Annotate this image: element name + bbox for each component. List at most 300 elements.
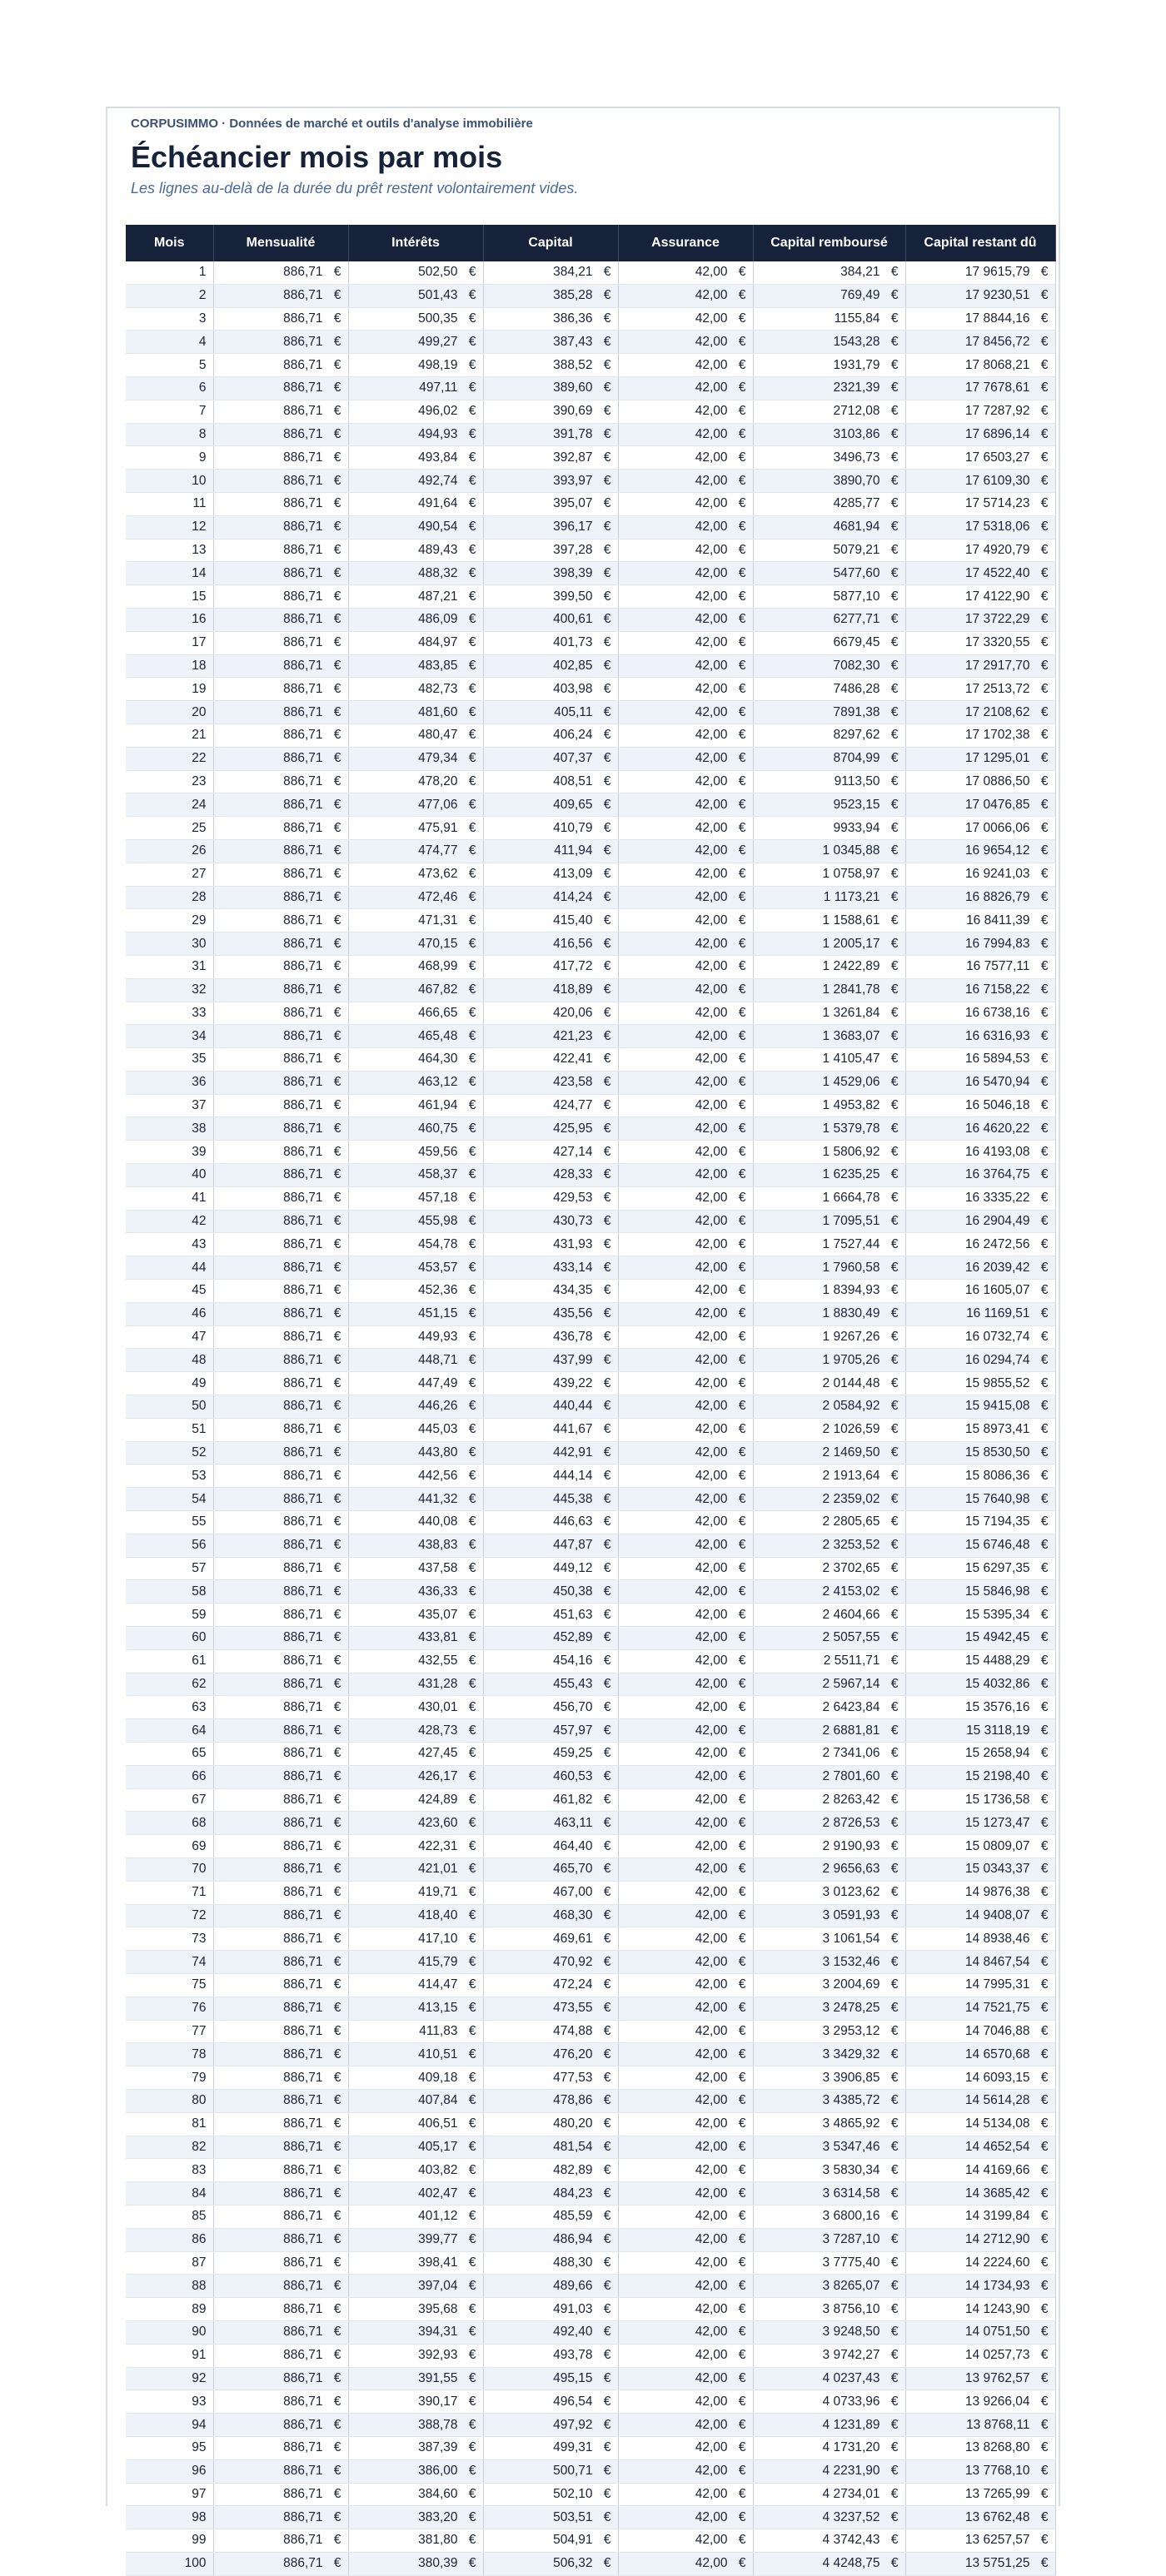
cell-capital xyxy=(483,1280,618,1303)
cell-value: 886,71 xyxy=(283,2023,323,2038)
cell-interets xyxy=(348,1418,483,1441)
cell-mois xyxy=(126,2390,213,2414)
currency-symbol: € xyxy=(890,867,899,882)
cell-value: 431,28 xyxy=(418,1677,458,1691)
cell-value: 886,71 xyxy=(283,1422,323,1437)
currency-symbol: € xyxy=(603,1330,611,1345)
currency-symbol: € xyxy=(333,2116,341,2131)
currency-symbol: € xyxy=(890,1954,899,1969)
currency-symbol: € xyxy=(468,2278,476,2293)
currency-symbol: € xyxy=(890,704,899,719)
cell-value: 446,63 xyxy=(553,1514,593,1529)
currency-symbol: € xyxy=(890,1468,899,1483)
currency-symbol: € xyxy=(1040,1491,1049,1506)
cell-value: 64 xyxy=(192,1723,207,1738)
currency-symbol: € xyxy=(738,1167,746,1182)
cell-value: 17 6896,14 xyxy=(964,426,1030,441)
cell-capital xyxy=(483,284,618,307)
cell-value: 414,24 xyxy=(553,889,593,904)
cell-interets xyxy=(348,1696,483,1719)
cell-value: 17 0066,06 xyxy=(964,820,1030,835)
currency-symbol: € xyxy=(1040,2440,1049,2455)
cell-mois xyxy=(126,1094,213,1117)
currency-symbol: € xyxy=(603,2440,611,2455)
cell-value: 42,00 xyxy=(695,2417,728,2432)
currency-symbol: € xyxy=(333,2370,341,2385)
currency-symbol: € xyxy=(468,2370,476,2385)
cell-value: 42,00 xyxy=(695,1654,728,1668)
table-row xyxy=(126,631,1055,654)
cell-capital xyxy=(483,1025,618,1048)
cell-capital-restant xyxy=(905,770,1055,793)
currency-symbol: € xyxy=(603,728,611,743)
currency-symbol: € xyxy=(333,589,341,604)
currency-symbol: € xyxy=(890,2464,899,2479)
cell-capital-rembourse xyxy=(753,2159,905,2182)
cell-assurance xyxy=(618,1627,753,1650)
cell-value: 42,00 xyxy=(695,1630,728,1645)
cell-value: 886,71 xyxy=(283,1654,323,1668)
currency-symbol: € xyxy=(603,1561,611,1576)
cell-value: 42,00 xyxy=(695,589,728,604)
cell-value: 17 5714,23 xyxy=(964,496,1030,511)
cell-value: 42,00 xyxy=(695,1723,728,1738)
cell-interets xyxy=(348,1743,483,1766)
cell-capital-restant xyxy=(905,1857,1055,1881)
cell-capital-restant xyxy=(905,1812,1055,1835)
cell-value: 14 3685,42 xyxy=(964,2186,1030,2201)
currency-symbol: € xyxy=(603,820,611,835)
cell-value: 58 xyxy=(192,1584,207,1599)
cell-value: 484,97 xyxy=(418,635,458,650)
currency-symbol: € xyxy=(738,889,746,904)
cell-capital-restant xyxy=(905,1349,1055,1372)
cell-assurance xyxy=(618,1280,753,1303)
cell-capital-rembourse xyxy=(753,932,905,956)
currency-symbol: € xyxy=(890,1028,899,1043)
cell-value: 446,26 xyxy=(418,1399,458,1414)
cell-value: 886,71 xyxy=(283,1699,323,1714)
cell-mois xyxy=(126,770,213,793)
cell-interets xyxy=(348,446,483,470)
cell-capital xyxy=(483,1673,618,1696)
cell-mensualite xyxy=(213,1835,348,1858)
cell-mensualite xyxy=(213,793,348,817)
currency-symbol: € xyxy=(603,1468,611,1483)
currency-symbol: € xyxy=(890,1422,899,1437)
cell-value: 45 xyxy=(192,1283,207,1298)
table-row xyxy=(126,1835,1055,1858)
cell-capital-restant xyxy=(905,2414,1055,2437)
currency-symbol: € xyxy=(738,1607,746,1622)
currency-symbol: € xyxy=(468,311,476,326)
cell-value: 418,40 xyxy=(418,1907,458,1922)
cell-value: 95 xyxy=(192,2440,207,2455)
cell-mensualite xyxy=(213,1765,348,1788)
currency-symbol: € xyxy=(738,404,746,419)
currency-symbol: € xyxy=(1040,913,1049,927)
cell-capital-restant xyxy=(905,1673,1055,1696)
cell-capital-rembourse xyxy=(753,1465,905,1488)
currency-symbol: € xyxy=(603,612,611,627)
cell-value: 464,40 xyxy=(553,1838,593,1853)
cell-value: 391,55 xyxy=(418,2370,458,2385)
currency-symbol: € xyxy=(468,1445,476,1460)
currency-symbol: € xyxy=(603,913,611,927)
cell-capital xyxy=(483,2089,618,2112)
cell-value: 42,00 xyxy=(695,1468,728,1483)
currency-symbol: € xyxy=(890,1630,899,1645)
cell-value: 886,71 xyxy=(283,2116,323,2131)
cell-capital-restant xyxy=(905,2506,1055,2529)
cell-mois xyxy=(126,354,213,377)
cell-capital-restant xyxy=(905,515,1055,539)
cell-value: 475,91 xyxy=(418,820,458,835)
table-row xyxy=(126,400,1055,423)
cell-value: 17 8456,72 xyxy=(964,334,1030,349)
cell-capital xyxy=(483,2506,618,2529)
cell-interets xyxy=(348,1951,483,1974)
cell-mensualite xyxy=(213,724,348,747)
cell-mois xyxy=(126,817,213,840)
cell-value: 417,10 xyxy=(418,1931,458,1946)
cell-value: 3 8756,10 xyxy=(822,2301,880,2316)
cell-value: 381,80 xyxy=(418,2533,458,2548)
currency-symbol: € xyxy=(1040,1375,1049,1390)
cell-value: 66 xyxy=(192,1769,207,1784)
table-row xyxy=(126,1951,1055,1974)
cell-value: 28 xyxy=(192,889,207,904)
cell-capital-rembourse xyxy=(753,1812,905,1835)
cell-value: 42,00 xyxy=(695,265,728,280)
cell-value: 73 xyxy=(192,1931,207,1946)
cell-mois xyxy=(126,1164,213,1187)
cell-interets xyxy=(348,1511,483,1534)
currency-symbol: € xyxy=(603,1098,611,1113)
cell-assurance xyxy=(618,1048,753,1072)
cell-value: 17 9230,51 xyxy=(964,288,1030,303)
cell-value: 414,47 xyxy=(418,1977,458,1992)
currency-symbol: € xyxy=(333,1167,341,1182)
currency-symbol: € xyxy=(603,2370,611,2385)
cell-mensualite xyxy=(213,1927,348,1951)
currency-symbol: € xyxy=(333,1769,341,1784)
cell-value: 886,71 xyxy=(283,773,323,788)
cell-value: 499,31 xyxy=(553,2440,593,2455)
cell-value: 463,11 xyxy=(554,1815,593,1830)
currency-symbol: € xyxy=(333,2023,341,2038)
cell-capital xyxy=(483,376,618,400)
cell-value: 42,00 xyxy=(695,1236,728,1251)
cell-mois xyxy=(126,654,213,678)
cell-value: 42,00 xyxy=(695,2046,728,2061)
cell-capital-restant xyxy=(905,492,1055,515)
cell-value: 465,48 xyxy=(418,1028,458,1043)
cell-value: 42,00 xyxy=(695,496,728,511)
table-row xyxy=(126,470,1055,493)
cell-value: 3 0591,93 xyxy=(822,1907,880,1922)
page-title: Échéancier mois par mois xyxy=(131,140,503,174)
cell-value: 42,00 xyxy=(695,357,728,372)
cell-capital-rembourse xyxy=(753,608,905,631)
currency-symbol: € xyxy=(468,2232,476,2247)
currency-symbol: € xyxy=(738,1584,746,1599)
cell-value: 1 4953,82 xyxy=(822,1098,880,1113)
cell-capital-restant xyxy=(905,1441,1055,1465)
cell-value: 886,71 xyxy=(283,704,323,719)
cell-assurance xyxy=(618,1141,753,1164)
cell-value: 17 4920,79 xyxy=(964,542,1030,557)
cell-assurance xyxy=(618,2136,753,2159)
cell-capital-rembourse xyxy=(753,978,905,1002)
cell-value: 8 xyxy=(198,426,207,441)
currency-symbol: € xyxy=(738,681,746,696)
cell-mois xyxy=(126,1141,213,1164)
currency-symbol: € xyxy=(603,1815,611,1830)
table-row xyxy=(126,284,1055,307)
cell-assurance xyxy=(618,1488,753,1511)
currency-symbol: € xyxy=(333,2001,341,2016)
cell-value: 15 xyxy=(192,589,207,604)
cell-value: 436,78 xyxy=(553,1330,593,1345)
cell-mensualite xyxy=(213,747,348,770)
cell-value: 886,71 xyxy=(283,797,323,812)
cell-mois xyxy=(126,2436,213,2459)
cell-interets xyxy=(348,2367,483,2390)
currency-symbol: € xyxy=(1040,1746,1049,1761)
cell-value: 454,16 xyxy=(553,1654,593,1668)
table-row xyxy=(126,1649,1055,1673)
cell-value: 2 2359,02 xyxy=(822,1491,880,1506)
cell-value: 407,37 xyxy=(553,751,593,766)
cell-value: 499,27 xyxy=(418,334,458,349)
cell-assurance xyxy=(618,1857,753,1881)
currency-symbol: € xyxy=(1040,2139,1049,2154)
cell-value: 42,00 xyxy=(695,2116,728,2131)
cell-capital xyxy=(483,1302,618,1325)
currency-symbol: € xyxy=(603,2070,611,2085)
cell-value: 886,71 xyxy=(283,1561,323,1576)
cell-value: 14 9408,07 xyxy=(964,1907,1030,1922)
cell-value: 16 xyxy=(192,612,207,627)
cell-value: 501,43 xyxy=(418,288,458,303)
cell-interets xyxy=(348,1627,483,1650)
currency-symbol: € xyxy=(468,1561,476,1576)
cell-value: 42,00 xyxy=(695,2093,728,2108)
cell-value: 14 7995,31 xyxy=(964,1977,1030,1992)
cell-capital xyxy=(483,261,618,284)
cell-capital xyxy=(483,1719,618,1743)
cell-mois xyxy=(126,2298,213,2321)
cell-capital xyxy=(483,2436,618,2459)
cell-value: 434,35 xyxy=(553,1283,593,1298)
cell-value: 15 3576,16 xyxy=(964,1699,1030,1714)
cell-value: 408,51 xyxy=(553,773,593,788)
cell-capital-rembourse xyxy=(753,1604,905,1627)
cell-value: 502,10 xyxy=(553,2486,593,2501)
cell-value: 7 xyxy=(198,404,207,419)
cell-capital-restant xyxy=(905,1280,1055,1303)
cell-value: 480,47 xyxy=(418,728,458,743)
currency-symbol: € xyxy=(333,565,341,580)
cell-value: 886,71 xyxy=(283,2232,323,2247)
currency-symbol: € xyxy=(890,1191,899,1206)
currency-symbol: € xyxy=(333,2255,341,2270)
currency-symbol: € xyxy=(603,2325,611,2340)
cell-value: 436,33 xyxy=(418,1584,458,1599)
cell-capital xyxy=(483,2529,618,2553)
currency-symbol: € xyxy=(468,2348,476,2363)
currency-symbol: € xyxy=(1040,1514,1049,1529)
cell-capital-restant xyxy=(905,955,1055,978)
currency-symbol: € xyxy=(738,2417,746,2432)
cell-interets xyxy=(348,1025,483,1048)
cell-mois xyxy=(126,955,213,978)
currency-symbol: € xyxy=(603,334,611,349)
currency-symbol: € xyxy=(333,1630,341,1645)
cell-value: 42,00 xyxy=(695,1191,728,1206)
cell-interets xyxy=(348,1372,483,1395)
cell-capital-rembourse xyxy=(753,284,905,307)
cell-value: 88 xyxy=(192,2278,207,2293)
cell-value: 7891,38 xyxy=(833,704,880,719)
currency-symbol: € xyxy=(890,1769,899,1784)
currency-symbol: € xyxy=(333,450,341,465)
table-row xyxy=(126,701,1055,724)
cell-mois xyxy=(126,2459,213,2483)
cell-interets xyxy=(348,1302,483,1325)
currency-symbol: € xyxy=(890,1399,899,1414)
cell-value: 442,91 xyxy=(553,1445,593,1460)
cell-capital-restant xyxy=(905,2459,1055,2483)
cell-capital xyxy=(483,2414,618,2437)
cell-value: 5477,60 xyxy=(833,565,880,580)
cell-value: 886,71 xyxy=(283,473,323,488)
currency-symbol: € xyxy=(738,288,746,303)
cell-value: 452,89 xyxy=(553,1630,593,1645)
cell-capital-restant xyxy=(905,932,1055,956)
cell-value: 32 xyxy=(192,982,207,997)
cell-mensualite xyxy=(213,2182,348,2206)
currency-symbol: € xyxy=(603,1422,611,1437)
cell-value: 42,00 xyxy=(695,1838,728,1853)
currency-symbol: € xyxy=(1040,2001,1049,2016)
currency-symbol: € xyxy=(468,1792,476,1807)
cell-mois xyxy=(126,1973,213,1997)
cell-capital-rembourse xyxy=(753,2182,905,2206)
cell-assurance xyxy=(618,1395,753,1419)
cell-value: 886,71 xyxy=(283,1769,323,1784)
cell-capital xyxy=(483,1465,618,1488)
cell-assurance xyxy=(618,2112,753,2136)
currency-symbol: € xyxy=(890,889,899,904)
cell-interets xyxy=(348,2275,483,2298)
cell-value: 60 xyxy=(192,1630,207,1645)
currency-symbol: € xyxy=(333,2186,341,2201)
cell-mensualite xyxy=(213,2414,348,2437)
currency-symbol: € xyxy=(468,1769,476,1784)
cell-capital-restant xyxy=(905,747,1055,770)
cell-value: 5877,10 xyxy=(833,589,880,604)
cell-mensualite xyxy=(213,1696,348,1719)
cell-value: 478,20 xyxy=(418,773,458,788)
cell-mensualite xyxy=(213,955,348,978)
currency-symbol: € xyxy=(738,1885,746,1900)
cell-value: 481,60 xyxy=(418,704,458,719)
cell-value: 451,63 xyxy=(553,1607,593,1622)
cell-mois xyxy=(126,400,213,423)
cell-value: 390,17 xyxy=(418,2394,458,2409)
cell-value: 4 4248,75 xyxy=(822,2556,880,2571)
cell-value: 392,93 xyxy=(418,2348,458,2363)
cell-capital-rembourse xyxy=(753,539,905,562)
cell-value: 497,92 xyxy=(553,2417,593,2432)
cell-mensualite xyxy=(213,492,348,515)
cell-capital xyxy=(483,863,618,886)
cell-value: 387,39 xyxy=(418,2440,458,2455)
cell-capital xyxy=(483,2390,618,2414)
cell-value: 3 2478,25 xyxy=(822,2001,880,2016)
cell-interets xyxy=(348,631,483,654)
cell-value: 16 4193,08 xyxy=(964,1144,1030,1159)
cell-value: 471,31 xyxy=(418,913,458,927)
cell-value: 399,50 xyxy=(553,589,593,604)
cell-capital-rembourse xyxy=(753,1881,905,1904)
currency-symbol: € xyxy=(738,1561,746,1576)
currency-symbol: € xyxy=(738,496,746,511)
cell-capital-rembourse xyxy=(753,1627,905,1650)
cell-capital xyxy=(483,515,618,539)
currency-symbol: € xyxy=(1040,704,1049,719)
cell-value: 886,71 xyxy=(283,2139,323,2154)
currency-symbol: € xyxy=(890,520,899,535)
currency-symbol: € xyxy=(1040,1144,1049,1159)
currency-symbol: € xyxy=(1040,1306,1049,1321)
table-row xyxy=(126,793,1055,817)
cell-value: 42,00 xyxy=(695,1052,728,1067)
page-subtitle: Les lignes au-delà de la durée du prêt restent volontairement vides. xyxy=(131,180,579,196)
currency-symbol: € xyxy=(333,2232,341,2247)
cell-value: 15 8973,41 xyxy=(964,1422,1030,1437)
cell-value: 42,00 xyxy=(695,1862,728,1877)
cell-value: 42,00 xyxy=(695,565,728,580)
currency-symbol: € xyxy=(333,797,341,812)
cell-capital-restant xyxy=(905,839,1055,863)
currency-symbol: € xyxy=(468,2440,476,2455)
cell-value: 4 1231,89 xyxy=(822,2417,880,2432)
currency-symbol: € xyxy=(468,2255,476,2270)
cell-capital-rembourse xyxy=(753,1349,905,1372)
cell-interets xyxy=(348,1812,483,1835)
cell-interets xyxy=(348,2436,483,2459)
cell-value: 15 6297,35 xyxy=(964,1561,1030,1576)
cell-value: 17 9615,79 xyxy=(964,265,1030,280)
currency-symbol: € xyxy=(738,334,746,349)
cell-value: 42 xyxy=(192,1214,207,1229)
cell-interets xyxy=(348,1094,483,1117)
cell-value: 393,97 xyxy=(553,473,593,488)
cell-value: 886,71 xyxy=(283,357,323,372)
cell-value: 17 2513,72 xyxy=(964,681,1030,696)
cell-value: 16 8826,79 xyxy=(964,889,1030,904)
currency-symbol: € xyxy=(468,542,476,557)
cell-assurance xyxy=(618,747,753,770)
currency-symbol: € xyxy=(333,2278,341,2293)
cell-value: 1 7095,51 xyxy=(822,1214,880,1229)
cell-value: 461,94 xyxy=(418,1098,458,1113)
cell-value: 17 xyxy=(192,635,207,650)
cell-value: 886,71 xyxy=(283,2001,323,2016)
